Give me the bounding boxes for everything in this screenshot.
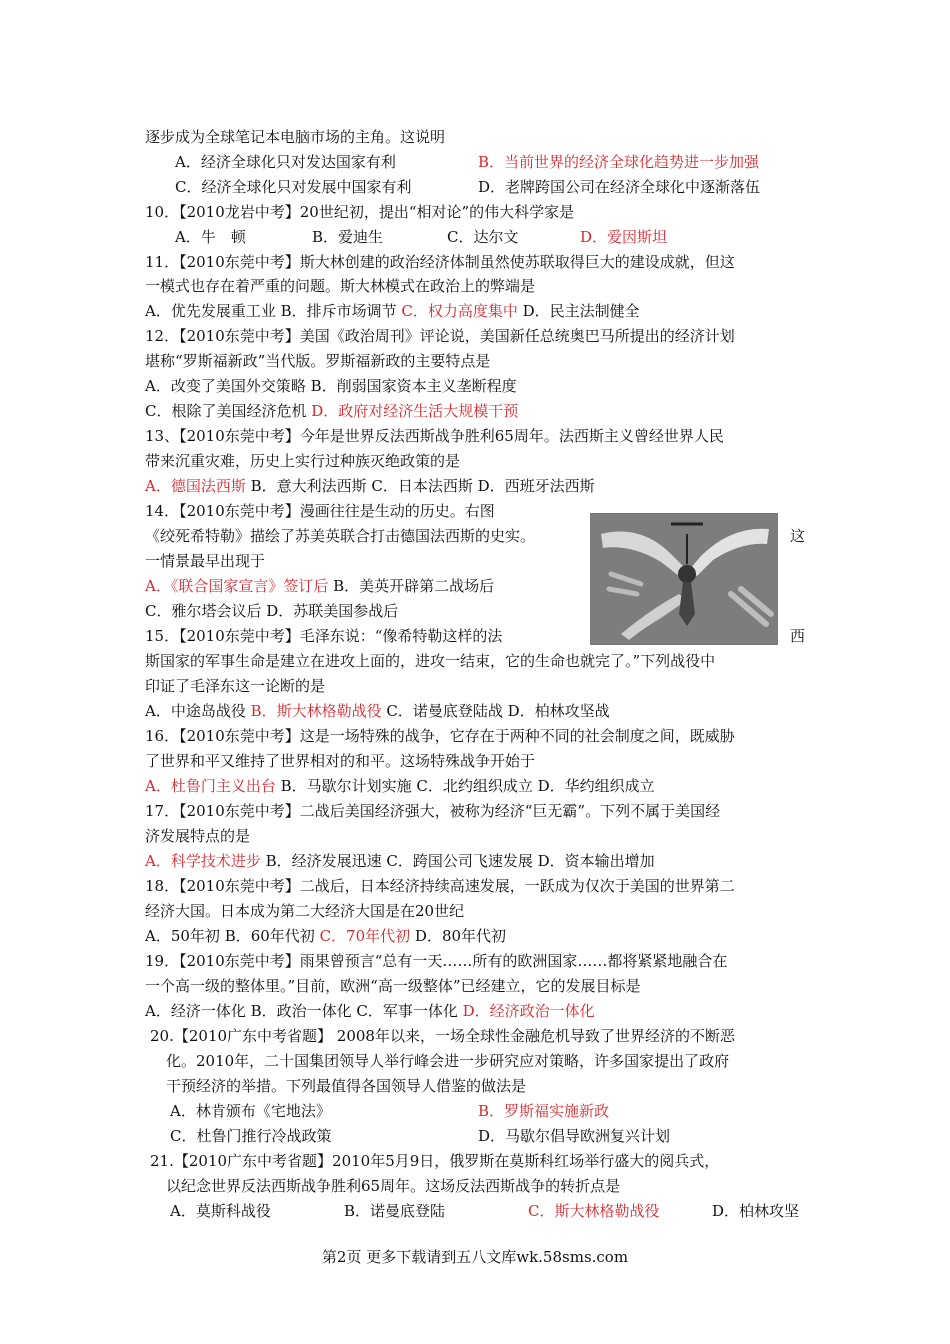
option-c: C．杜鲁门推行冷战政策	[170, 1127, 332, 1145]
question-11-cont: 一模式也存在着严重的问题。斯大林模式在政治上的弊端是	[145, 277, 536, 295]
answer: A．科学技术进步	[145, 852, 261, 870]
option-a: A．莫斯科战役	[170, 1202, 271, 1220]
question-12-options: A．改变了美国外交策略 B．削弱国家资本主义垄断程度	[145, 377, 517, 395]
question-14-cont: 《绞死希特勒》描绘了苏美英联合打击德国法西斯的史实。	[145, 527, 536, 545]
answer: A．德国法西斯	[145, 477, 246, 495]
question-17-cont: 济发展特点的是	[145, 827, 251, 845]
answer: A．杜鲁门主义出台	[145, 777, 276, 795]
option-d: D．马歇尔倡导欧洲复兴计划	[478, 1127, 671, 1145]
answer-option-b: B．当前世界的经济全球化趋势进一步加强	[478, 153, 760, 171]
option-c: C．经济全球化只对发展中国家有利	[175, 178, 412, 196]
answer-option-c: C．斯大林格勒战役	[528, 1202, 660, 1220]
question-18-options	[145, 926, 506, 946]
question-12-cont: 堪称“罗斯福新政”当代版。罗斯福新政的主要特点是	[145, 352, 491, 370]
question-12-options-2	[145, 401, 518, 421]
text-line: 逐步成为全球笔记本电脑市场的主角。这说明	[145, 128, 446, 146]
question-14-options	[145, 576, 494, 596]
question-14-options-2: C．雅尔塔会议后 D．苏联美国参战后	[145, 602, 399, 620]
answer: B．斯大林格勒战役	[250, 702, 382, 720]
option-a: A．经济全球化只对发达国家有利	[175, 153, 396, 171]
question-21: 21.【2010广东中考省题】2010年5月9日，俄罗斯在莫斯科红场举行盛大的阅兵式，	[150, 1152, 720, 1170]
question-16-options	[145, 776, 655, 796]
question-19-options	[145, 1001, 595, 1021]
cartoon-image	[590, 513, 778, 645]
question-14: 14．【2010东莞中考】漫画往往是生动的历史。右图	[145, 502, 495, 520]
answer: A．《联合国家宣言》签订后	[145, 577, 329, 595]
question-19-cont: 一个高一级的整体里。”目前，欧洲“高一级整体”已经建立，它的发展目标是	[145, 977, 641, 995]
answer: C．70年代初	[319, 927, 411, 945]
answer: D．经济政治一体化	[462, 1002, 595, 1020]
options: D．80年代初	[410, 927, 507, 945]
options: A．经济一体化 B．政治一体化 C．军事一体化	[145, 1002, 463, 1020]
question-16-cont: 了世界和平又维持了世界相对的和平。这场特殊战争开始于	[145, 752, 536, 770]
option-b: B．诺曼底登陆	[344, 1202, 446, 1220]
options: B．美英开辟第二战场后	[328, 577, 495, 595]
option-a: A．牛 顿	[175, 228, 246, 246]
question-13-options	[145, 476, 595, 496]
options: B．意大利法西斯 C．日本法西斯 D．西班牙法西斯	[245, 477, 595, 495]
question-11-options	[145, 301, 640, 321]
answer-option-d: D．爱因斯坦	[580, 228, 668, 246]
question-15-options	[145, 701, 610, 721]
question-15-cont-2: 印证了毛泽东这一论断的是	[145, 677, 326, 695]
options: B．经济发展迅速 C．跨国公司飞速发展 D．资本输出增加	[260, 852, 655, 870]
question-20: 20.【2010广东中考省题】 2008年以来，一场全球性金融危机导致了世界经济的不断恶	[150, 1027, 735, 1045]
options: A．50年初 B．60年代初	[145, 927, 320, 945]
options: C．诺曼底登陆战 D．柏林攻坚战	[381, 702, 610, 720]
question-16: 16．【2010东莞中考】这是一场特殊的战争，它存在于两种不同的社会制度之间，既威胁	[145, 727, 735, 745]
question-18-cont: 经济大国。日本成为第二大经济大国是在20世纪	[145, 902, 465, 920]
question-19: 19．【2010东莞中考】雨果曾预言“总有一天……所有的欧洲国家……都将紧紧地融合在	[145, 952, 728, 970]
question-17: 17．【2010东莞中考】二战后美国经济强大，被称为经济“巨无霸”。下列不属于美国经	[145, 802, 721, 820]
option-d: D．老牌跨国公司在经济全球化中逐渐落伍	[478, 178, 761, 196]
question-17-options	[145, 851, 655, 871]
page-footer: 第2页 更多下载请到五八文库wk.58sms.com	[321, 1248, 629, 1266]
question-18: 18．【2010东莞中考】二战后，日本经济持续高速发展，一跃成为仅次于美国的世界第二	[145, 877, 735, 895]
answer: D．政府对经济生活大规模干预	[311, 402, 519, 420]
question-15-cont: 斯国家的军事生命是建立在进攻上面的，进攻一结束，它的生命也就完了。”下列战役中	[145, 652, 716, 670]
question-14-cont-right: 这	[790, 527, 806, 545]
question-15: 15．【2010东莞中考】毛泽东说：“像希特勒这样的法	[145, 627, 503, 645]
question-15-right: 西	[790, 627, 806, 645]
cartoon-illustration	[591, 514, 777, 644]
question-20-cont: 化。2010年，二十国集团领导人举行峰会进一步研究应对策略，许多国家提出了政府	[166, 1052, 730, 1070]
answer-option-b: B．罗斯福实施新政	[478, 1102, 610, 1120]
options: B．马歇尔计划实施 C．北约组织成立 D．华约组织成立	[275, 777, 655, 795]
question-21-cont: 以纪念世界反法西斯战争胜利65周年。这场反法西斯战争的转折点是	[166, 1177, 621, 1195]
options: C．根除了美国经济危机	[145, 402, 312, 420]
question-13-cont: 带来沉重灾难，历史上实行过种族灭绝政策的是	[145, 452, 461, 470]
option-b: B．爱迪生	[312, 228, 384, 246]
question-11: 11．【2010东莞中考】斯大林创建的政治经济体制虽然使苏联取得巨大的建设成就，但这	[145, 253, 735, 271]
options: A．优先发展重工业 B．排斥市场调节	[145, 302, 402, 320]
option-d: D．柏林攻坚	[712, 1202, 800, 1220]
answer: C．权力高度集中	[401, 302, 518, 320]
question-13: 13、【2010东莞中考】今年是世界反法西斯战争胜利65周年。法西斯主义曾经世界人民	[145, 427, 724, 445]
options: A．中途岛战役	[145, 702, 251, 720]
option-a: A．林肯颁布《宅地法》	[170, 1102, 331, 1120]
question-20-cont-2: 干预经济的举措。下列最值得各国领导人借鉴的做法是	[166, 1077, 527, 1095]
question-10: 10．【2010龙岩中考】20世纪初，提出“相对论”的伟大科学家是	[145, 203, 575, 221]
question-14-cont-2: 一情景最早出现于	[145, 552, 266, 570]
question-12: 12．【2010东莞中考】美国《政治周刊》评论说，美国新任总统奥巴马所提出的经济计划	[145, 327, 735, 345]
options: D．民主法制健全	[517, 302, 640, 320]
option-c: C．达尔文	[447, 228, 519, 246]
